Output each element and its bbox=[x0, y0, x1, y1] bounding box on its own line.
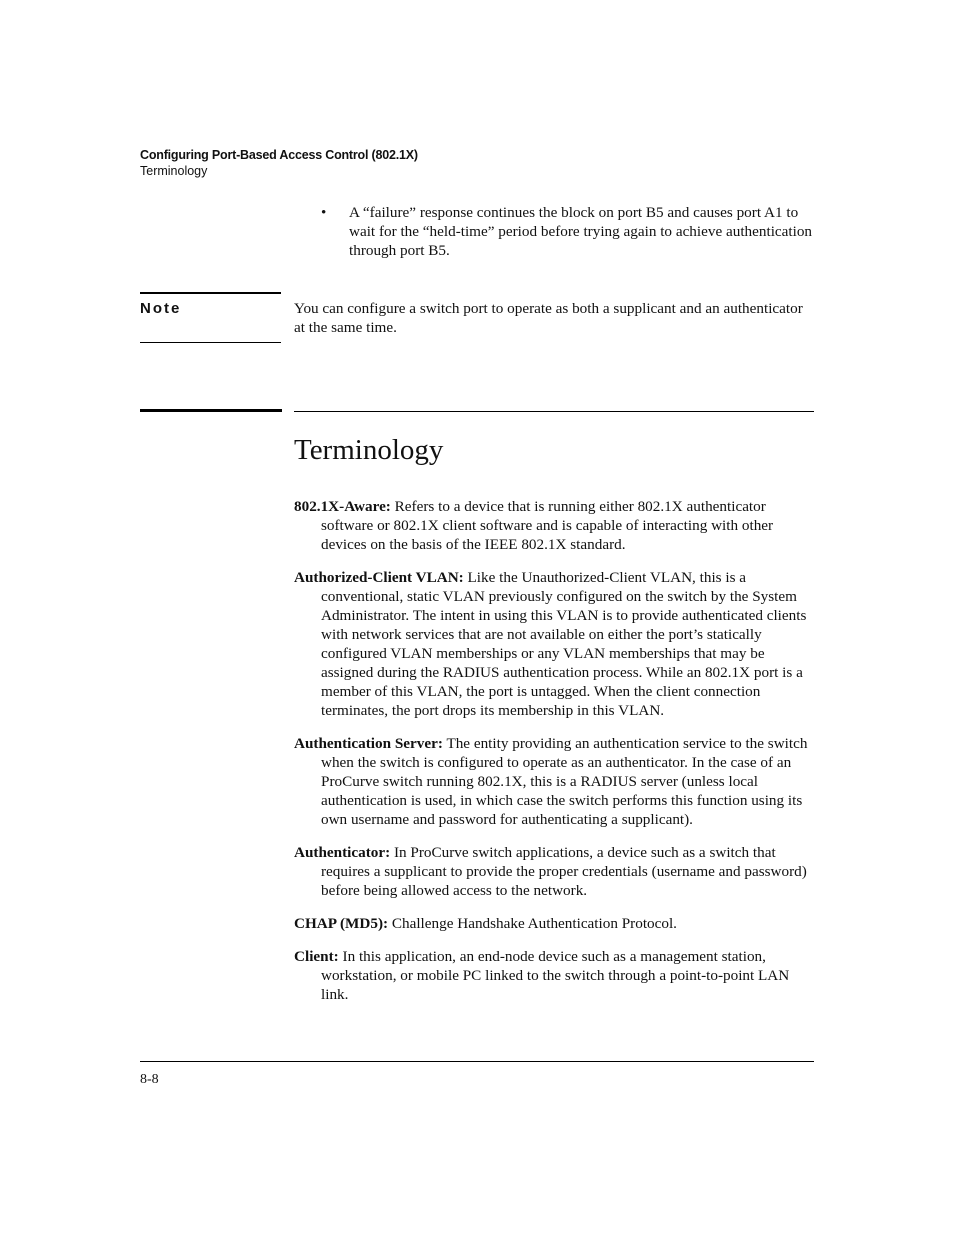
definition-term: Authorized-Client VLAN: bbox=[294, 569, 464, 586]
definition-list bbox=[294, 497, 814, 1018]
definition-term: Authentication Server: bbox=[294, 735, 443, 752]
header-section-title: Terminology bbox=[140, 164, 208, 178]
definition-text: In this application, an end-node device such as a management station, workstation, or mobile PC linked to the switch through a point-to-point LAN link. bbox=[321, 948, 790, 1003]
footer-rule bbox=[140, 1061, 814, 1062]
note-rule-bottom bbox=[140, 342, 281, 343]
definition-term: CHAP (MD5): bbox=[294, 915, 389, 932]
section-rule-thin bbox=[294, 411, 814, 412]
definition-802-1x-aware bbox=[294, 497, 814, 554]
bullet-marker: • bbox=[321, 204, 327, 221]
page-number: 8-8 bbox=[140, 1072, 159, 1087]
running-header bbox=[140, 147, 820, 179]
bullet-text: A “failure” response continues the block on port B5 and causes port A1 to wait for the “held-time” period before trying again to achieve authentication through port B5. bbox=[349, 204, 813, 259]
header-chapter-title: Configuring Port-Based Access Control (802.1X) bbox=[140, 148, 418, 162]
definition-term: 802.1X-Aware: bbox=[294, 498, 391, 515]
definition-text: Challenge Handshake Authentication Protocol. bbox=[391, 915, 677, 932]
note-rule-top bbox=[140, 292, 281, 294]
definition-chap-md5 bbox=[294, 914, 814, 933]
bullet-item bbox=[321, 203, 816, 260]
definition-client bbox=[294, 947, 814, 1004]
section-title: Terminology bbox=[294, 434, 444, 466]
definition-authentication-server bbox=[294, 734, 814, 829]
definition-text: In ProCurve switch applications, a device such as a switch that requires a supplicant to provide the proper credentials (username and password) before being allowed access to the network. bbox=[321, 844, 807, 899]
definition-term: Authenticator: bbox=[294, 844, 391, 861]
definition-text: Like the Unauthorized-Client VLAN, this is a conventional, static VLAN previously configured on the switch by the System Administrator. The intent in using this VLAN is to provide authenticated clients with network services that are not available on either the port’s statically configured VLAN memberships or any VLAN memberships that may be assigned during the RADIUS authentication process. While an 802.1X port is a member of this VLAN, the port is untagged. When the client connection terminates, the port drops its membership in this VLAN. bbox=[321, 569, 807, 719]
definition-authorized-client-vlan bbox=[294, 568, 814, 720]
definition-text: The entity providing an authentication service to the switch when the switch is configured to operate as an authenticator. In the case of an ProCurve switch running 802.1X, this is a RADIUS server (unless local authentication is used, in which case the switch performs this function using its own username and password for authenticating a supplicant). bbox=[321, 735, 808, 828]
section-rule-thick bbox=[140, 409, 282, 412]
definition-authenticator bbox=[294, 843, 814, 900]
definition-term: Client: bbox=[294, 948, 339, 965]
definition-text: Refers to a device that is running either 802.1X authenticator software or 802.1X client software and is capable of interacting with other devices on the basis of the IEEE 802.1X standard. bbox=[321, 498, 774, 553]
note-label: Note bbox=[140, 300, 182, 317]
note-body: You can configure a switch port to operate as both a supplicant and an authenticator at the same time. bbox=[294, 300, 803, 336]
